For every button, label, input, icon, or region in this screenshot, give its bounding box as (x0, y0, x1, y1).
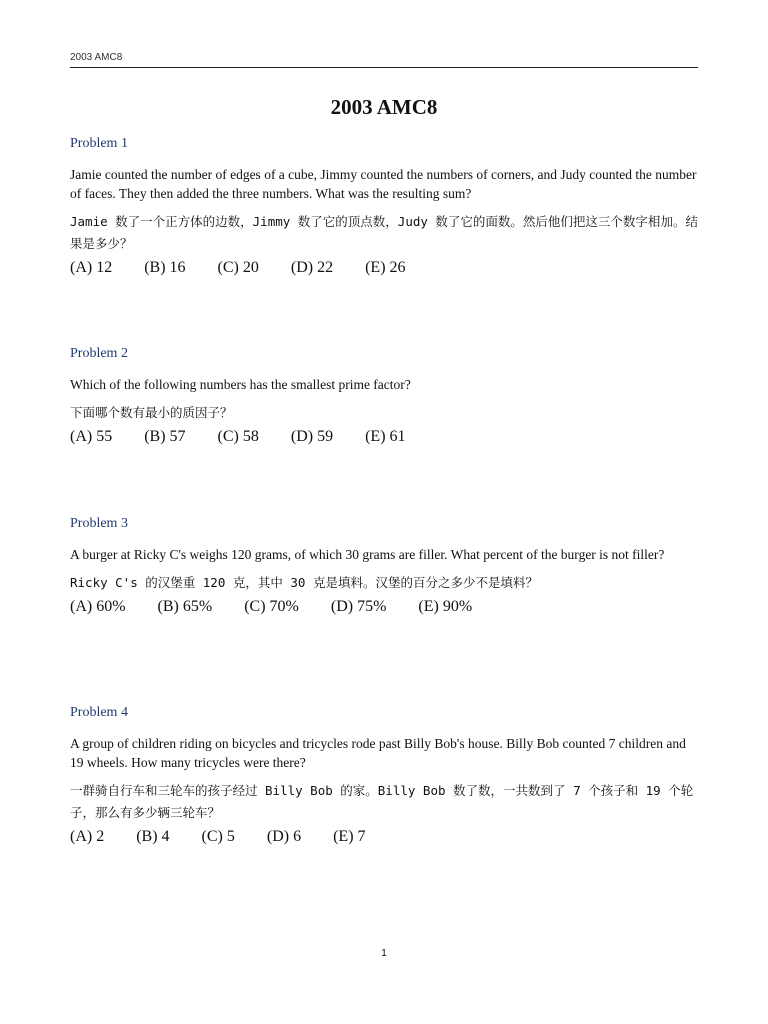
problem-text-chinese: 一群骑自行车和三轮车的孩子经过 Billy Bob 的家。Billy Bob 数了数，一共数到了 7 个孩子和 19 个轮子，那么有多少辆三轮车？ (70, 783, 694, 820)
header-rule (70, 67, 698, 68)
problem-text-english: Which of the following numbers has the smallest prime factor? (70, 377, 411, 392)
problem-text-english: Jamie counted the number of edges of a cube, Jimmy counted the numbers of corners, and Judy counted the number of faces. They then added the three numbers. What was the resulting sum? (70, 167, 697, 201)
problem-heading: Problem 3 (70, 516, 128, 531)
choice-d: (D) 6 (266, 828, 302, 845)
choice-e: (E) 61 (365, 428, 406, 445)
choice-c: (C) 58 (217, 428, 259, 445)
answer-choices (70, 826, 702, 848)
problem-text-chinese: 下面哪个数有最小的质因子？ (70, 405, 233, 420)
choice-d: (D) 22 (290, 259, 334, 276)
problem-text-chinese: Jamie 数了一个正方体的边数，Jimmy 数了它的顶点数，Judy 数了它的面数。然后他们把这三个数字相加。结果是多少？ (70, 214, 698, 251)
choice-e: (E) 7 (333, 828, 366, 845)
choice-a: (A) 55 (70, 428, 113, 445)
answer-choices (70, 257, 702, 279)
choice-b: (B) 57 (144, 428, 186, 445)
answer-choices (70, 426, 702, 448)
choice-a: (A) 60% (70, 598, 126, 615)
choice-c: (C) 70% (244, 598, 299, 615)
problem-4 (70, 704, 702, 848)
choice-a: (A) 12 (70, 259, 113, 276)
choice-e: (E) 26 (365, 259, 406, 276)
choice-b: (B) 4 (136, 828, 170, 845)
page-number: 1 (381, 948, 387, 959)
choice-c: (C) 5 (201, 828, 235, 845)
choice-a: (A) 2 (70, 828, 105, 845)
problem-heading: Problem 4 (70, 705, 128, 720)
running-header: 2003 AMC8 (70, 52, 123, 63)
problem-3 (70, 515, 702, 618)
problem-2 (70, 345, 702, 448)
problem-text-english: A burger at Ricky C's weighs 120 grams, of which 30 grams are filler. What percent of the burger is not filler? (70, 547, 665, 562)
problem-heading: Problem 2 (70, 346, 128, 361)
choice-d: (D) 75% (330, 598, 387, 615)
choice-d: (D) 59 (290, 428, 334, 445)
choice-e: (E) 90% (418, 598, 473, 615)
problem-text-english: A group of children riding on bicycles and tricycles rode past Billy Bob's house. Billy Bob counted 7 children and 19 wheels. How many tricycles were there? (70, 736, 686, 770)
problem-heading: Problem 1 (70, 136, 128, 151)
problem-text-chinese: Ricky C's 的汉堡重 120 克，其中 30 克是填料。汉堡的百分之多少不是填料？ (70, 575, 538, 590)
choice-b: (B) 65% (157, 598, 213, 615)
choice-c: (C) 20 (217, 259, 259, 276)
choice-b: (B) 16 (144, 259, 186, 276)
problem-1 (70, 135, 702, 279)
document-title: 2003 AMC8 (330, 95, 438, 119)
answer-choices (70, 596, 702, 618)
